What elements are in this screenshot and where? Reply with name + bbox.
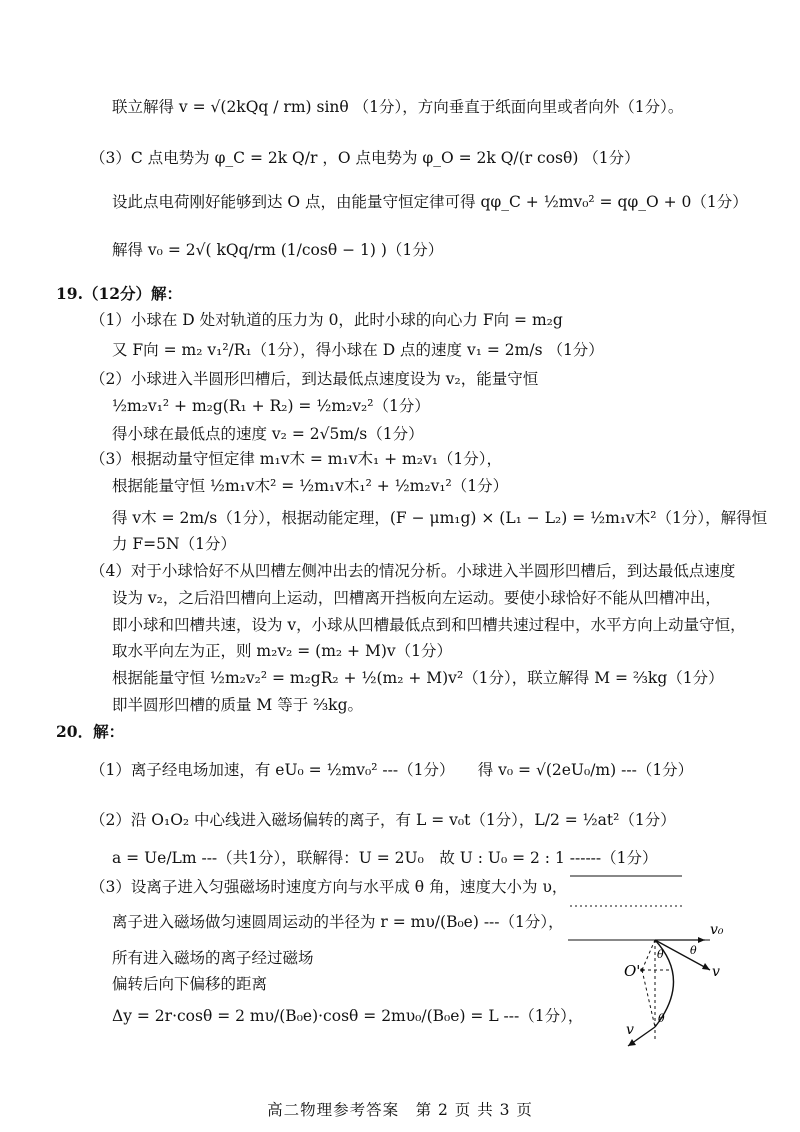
line-25: （3）设离子进入匀强磁场时速度方向与水平成 θ 角，速度大小为 υ， — [90, 878, 568, 896]
line-19: 根据能量守恒 ½m₂v₂² = m₂gR₂ + ½(m₂ + M)v²（1分），联立解得 M = ⅔kg（1分） — [112, 669, 724, 687]
radius-dashed-top — [642, 940, 655, 970]
line-6: （1）小球在 D 处对轨道的压力为 0，此时小球的向心力 F向 = m₂g — [90, 311, 563, 329]
line-4: 解得 v₀ = 2√( kQq/rm (1/cosθ − 1) )（1分） — [112, 241, 444, 259]
line-28: 偏转后向下偏移的距离 — [112, 975, 268, 993]
question-19-header: 19.（12分）解： — [56, 284, 183, 303]
line-17: 即小球和凹槽共速，设为 v，小球从凹槽最低点到和凹槽共速过程中，水平方向上动量守恒， — [112, 616, 746, 634]
line-10: 得小球在最低点的速度 v₂ = 2√5m/s（1分） — [112, 425, 424, 443]
v-exit-arrowhead — [628, 1039, 636, 1046]
line-15: （4）对于小球恰好不从凹槽左侧冲出去的情况分析。小球进入半圆形凹槽后，到达最低点速度 — [90, 562, 736, 580]
line-24: a = Ue/Lm ---（共1分），联解得：U = 2U₀ 故 U : U₀ = 2 : 1 ------（1分） — [112, 849, 658, 867]
page-footer: 高二物理参考答案 第 2 页 共 3 页 — [267, 1101, 533, 1119]
label-o-prime: O' — [624, 962, 641, 980]
line-13: 得 v木 = 2m/s（1分），根据动能定理，(F − μm₁g) × (L₁ − L₂) = ½m₁v木²（1分），解得恒 — [112, 509, 768, 527]
line-2: （3）C 点电势为 φ_C = 2k Q/r ，O 点电势为 φ_O = 2k Q/(r cosθ) （1分） — [90, 149, 640, 167]
line-22: （1）离子经电场加速，有 eU₀ = ½mv₀² ---（1分） 得 v₀ = √(2eU₀/m) ---（1分） — [90, 761, 694, 779]
line-11: （3）根据动量守恒定律 m₁v木 = m₁v木₁ + m₂v₁（1分）， — [90, 450, 503, 468]
line-23: （2）沿 O₁O₂ 中心线进入磁场偏转的离子，有 L = v₀t（1分），L/2 = ½at²（1分） — [90, 811, 676, 829]
radius-dashed-bottom — [642, 970, 655, 1027]
line-9: ½m₂v₁² + m₂g(R₁ + R₂) = ½m₂v₂²（1分） — [112, 397, 430, 415]
question-20-header: 20．解： — [56, 722, 125, 741]
line-8: （2）小球进入半圆形凹槽后，到达最低点速度设为 v₂，能量守恒 — [90, 370, 539, 388]
label-theta-bottom: θ — [658, 1012, 665, 1025]
line-1: 联立解得 v = √(2kQq / rm) sinθ （1分），方向垂直于纸面向里或者向外（1分）。 — [112, 98, 684, 116]
line-27: 所有进入磁场的离子经过磁场 — [112, 949, 314, 967]
line-26: 离子进入磁场做匀速圆周运动的半径为 r = mυ/(B₀e) ---（1分）， — [112, 913, 564, 931]
magnetic-field-diagram — [560, 862, 740, 1052]
line-12: 根据能量守恒 ½m₁v木² = ½m₁v木₁² + ½m₂v₁²（1分） — [112, 477, 509, 495]
line-20: 即半圆形凹槽的质量 M 等于 ⅔kg。 — [112, 696, 363, 714]
line-16: 设为 v₂，之后沿凹槽向上运动，凹槽离开挡板向左运动。要使小球恰好不能从凹槽冲出， — [112, 589, 721, 607]
label-v-left: v — [626, 1022, 634, 1038]
line-29: Δy = 2r·cosθ = 2 mυ/(B₀e)·cosθ = 2mυ₀/(B₀e) = L ---（1分）， — [112, 1007, 584, 1025]
center-point — [640, 968, 644, 972]
label-v-right: v — [712, 964, 720, 980]
line-7: 又 F向 = m₂ v₁²/R₁（1分），得小球在 D 点的速度 v₁ = 2m/s （1分） — [112, 341, 604, 359]
label-v0: v₀ — [710, 922, 724, 938]
line-3: 设此点电荷刚好能够到达 O 点，由能量守恒定律可得 qφ_C + ½mv₀² = qφ_O + 0（1分） — [112, 193, 748, 211]
v0-arrowhead — [698, 937, 705, 943]
label-theta-top: θ — [690, 944, 697, 957]
line-18: 取水平向左为正，则 m₂v₂ = (m₂ + M)v（1分） — [112, 642, 452, 660]
line-14: 力 F=5N（1分） — [112, 535, 236, 553]
label-theta-mid: θ — [657, 948, 664, 961]
